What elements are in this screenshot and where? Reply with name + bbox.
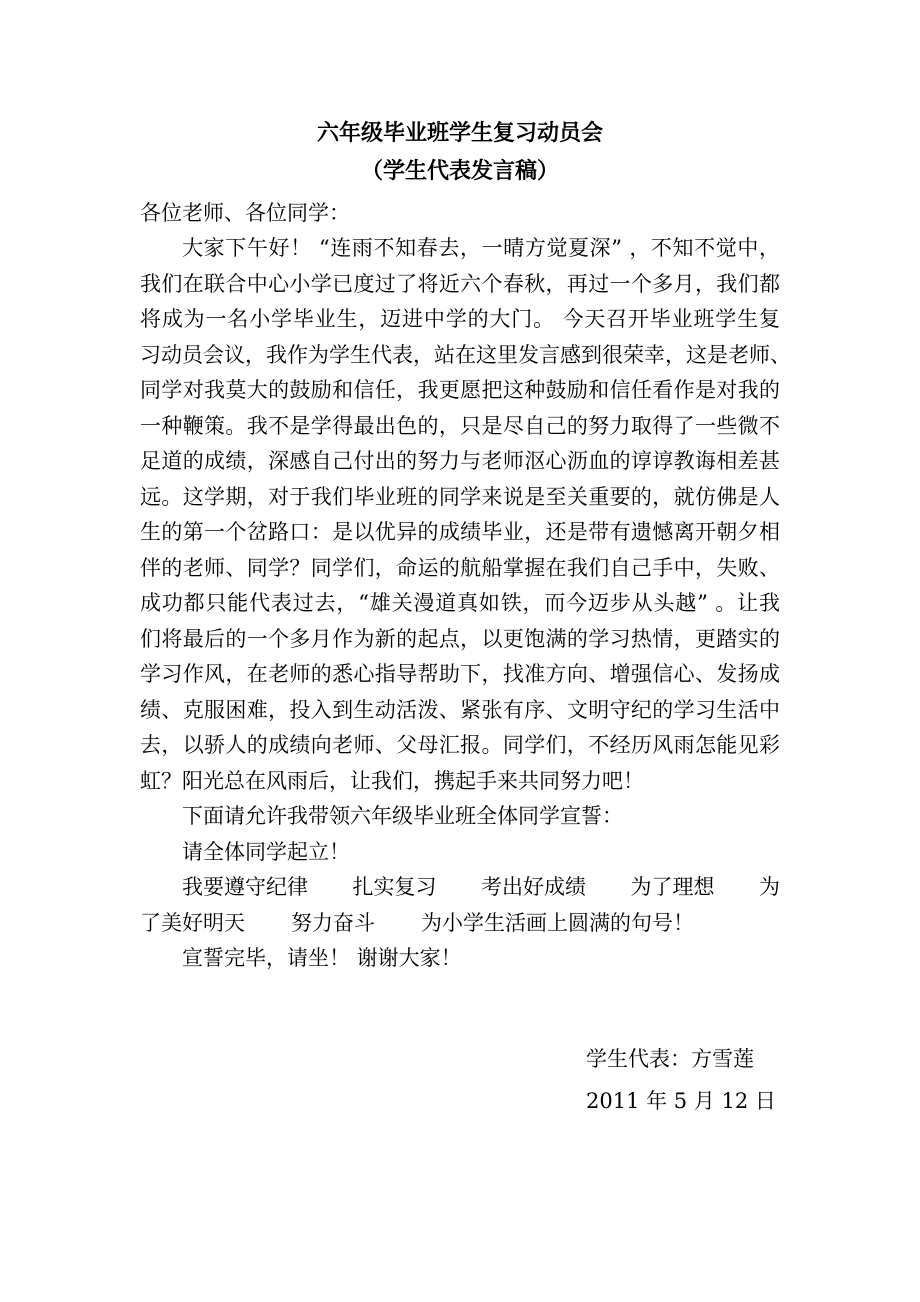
paragraph-line: 一种鞭策。我不是学得最出色的，只是尽自己的努力取得了一些微不 bbox=[140, 413, 780, 438]
vow-phrase: 努力奋斗 bbox=[291, 910, 375, 935]
vow-phrase: 我要遵守纪律 bbox=[182, 875, 308, 899]
vow-phrase: 为了理想 bbox=[630, 875, 715, 899]
paragraph-line: 生的第一个岔路口：是以优异的成绩毕业，还是带有遗憾离开朝夕相 bbox=[140, 520, 780, 544]
salutation: 各位老师、各位同学： bbox=[140, 201, 350, 225]
paragraph-line: 大家下午好！ “连雨不知春去，一晴方觉夏深” ，不知不觉中， bbox=[182, 236, 780, 260]
vow-line-1 bbox=[140, 870, 780, 906]
vow-line-2 bbox=[140, 906, 780, 942]
paragraph-line: 将成为一名小学毕业生，迈进中学的大门。 今天召开毕业班学生复 bbox=[140, 307, 780, 331]
paragraph-line: 虹？阳光总在风雨后，让我们，携起手来共同努力吧！ bbox=[140, 768, 644, 793]
paragraph-line: 们将最后的一个多月作为新的起点，以更饱满的学习热情，更踏实的 bbox=[140, 626, 780, 651]
paragraph-line: 成功都只能代表过去，“雄关漫道真如铁，而今迈步从头越” 。让我 bbox=[140, 591, 780, 615]
signature-name: 学生代表：方雪莲 bbox=[586, 1047, 754, 1071]
vow-phrase: 为小学生活画上圆满的句号！ bbox=[421, 910, 694, 935]
vow-phrase: 了美好明天 bbox=[140, 910, 245, 935]
document-subtitle: （学生代表发言稿） bbox=[360, 158, 559, 184]
oath-intro: 下面请允许我带领六年级毕业班全体同学宣誓： bbox=[182, 804, 623, 828]
paragraph-line: 学习作风，在老师的悉心指导帮助下，找准方向、增强信心、发扬成 bbox=[140, 662, 780, 686]
paragraph-line: 远。这学期，对于我们毕业班的同学来说是至关重要的，就仿佛是人 bbox=[140, 484, 780, 509]
document-title: 六年级毕业班学生复习动员会 bbox=[316, 120, 603, 146]
vow-phrase: 扎实复习 bbox=[352, 875, 437, 899]
vow-phrase: 为 bbox=[759, 875, 780, 899]
paragraph-line: 我们在联合中心小学已度过了将近六个春秋，再过一个多月，我们都 bbox=[140, 271, 780, 296]
paragraph-line: 习动员会议，我作为学生代表，站在这里发言感到很荣幸，这是老师、 bbox=[140, 342, 791, 367]
signature-date: 2011 年 5 月 12 日 bbox=[586, 1089, 776, 1113]
speech-body bbox=[140, 231, 791, 977]
paragraph-line: 绩、克服困难，投入到生动活泼、紧张有序、文明守纪的学习生活中 bbox=[140, 697, 780, 722]
vow-phrase: 考出好成绩 bbox=[481, 875, 586, 899]
paragraph-line: 去，以骄人的成绩向老师、父母汇报。同学们，不经历风雨怎能见彩 bbox=[140, 733, 780, 757]
paragraph-line: 同学对我莫大的鼓励和信任，我更愿把这种鼓励和信任看作是对我的 bbox=[140, 378, 780, 402]
paragraph-line: 足道的成绩，深感自己付出的努力与老师沤心沥血的谆谆教诲相差甚 bbox=[140, 449, 780, 473]
closing-line: 宣誓完毕，请坐！ 谢谢大家！ bbox=[182, 946, 462, 970]
paragraph-line: 伴的老师、同学？同学们，命运的航船掌握在我们自己手中，失败、 bbox=[140, 555, 780, 580]
stand-up-instruction: 请全体同学起立！ bbox=[182, 839, 350, 864]
